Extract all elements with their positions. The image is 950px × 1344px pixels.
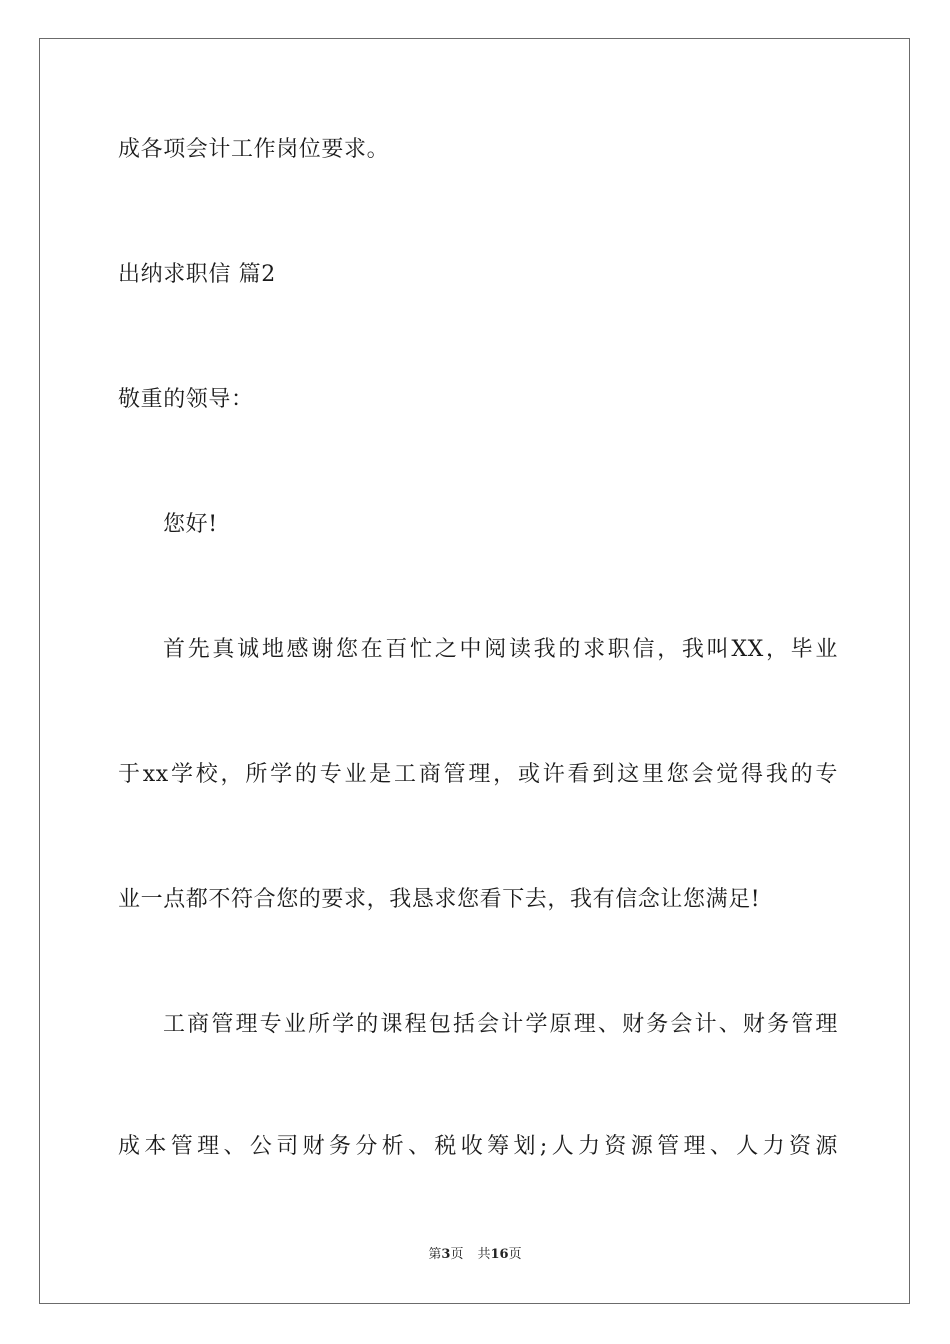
greeting: 您好! [163, 512, 218, 537]
page-border [39, 38, 910, 1304]
salutation: 敬重的领导： [118, 387, 254, 412]
page-total: 16 [490, 1247, 509, 1262]
page-number-suffix: 页 [450, 1247, 464, 1262]
paragraph-2-line-2: 成本管理、公司财务分析、税收筹划;人力资源管理、人力资源 [118, 1134, 838, 1159]
page-total-suffix: 页 [508, 1247, 522, 1262]
page-footer [0, 1246, 950, 1264]
paragraph-1-line-2: 于xx学校，所学的专业是工商管理，或许看到这里您会觉得我的专 [118, 762, 838, 787]
paragraph-1-line-3: 业一点都不符合您的要求，我恳求您看下去，我有信念让您满足! [118, 887, 761, 912]
page-total-prefix: 共 [477, 1247, 491, 1262]
paragraph-2-line-1: 工商管理专业所学的课程包括会计学原理、财务会计、财务管理 [163, 1012, 838, 1037]
page-number-current: 3 [441, 1247, 451, 1262]
body-line-1: 成各项会计工作岗位要求。 [118, 137, 390, 162]
paragraph-1-line-1: 首先真诚地感谢您在百忙之中阅读我的求职信，我叫XX，毕业 [163, 637, 838, 662]
section-heading: 出纳求职信 篇2 [118, 262, 276, 287]
page-number-prefix: 第 [428, 1247, 442, 1262]
